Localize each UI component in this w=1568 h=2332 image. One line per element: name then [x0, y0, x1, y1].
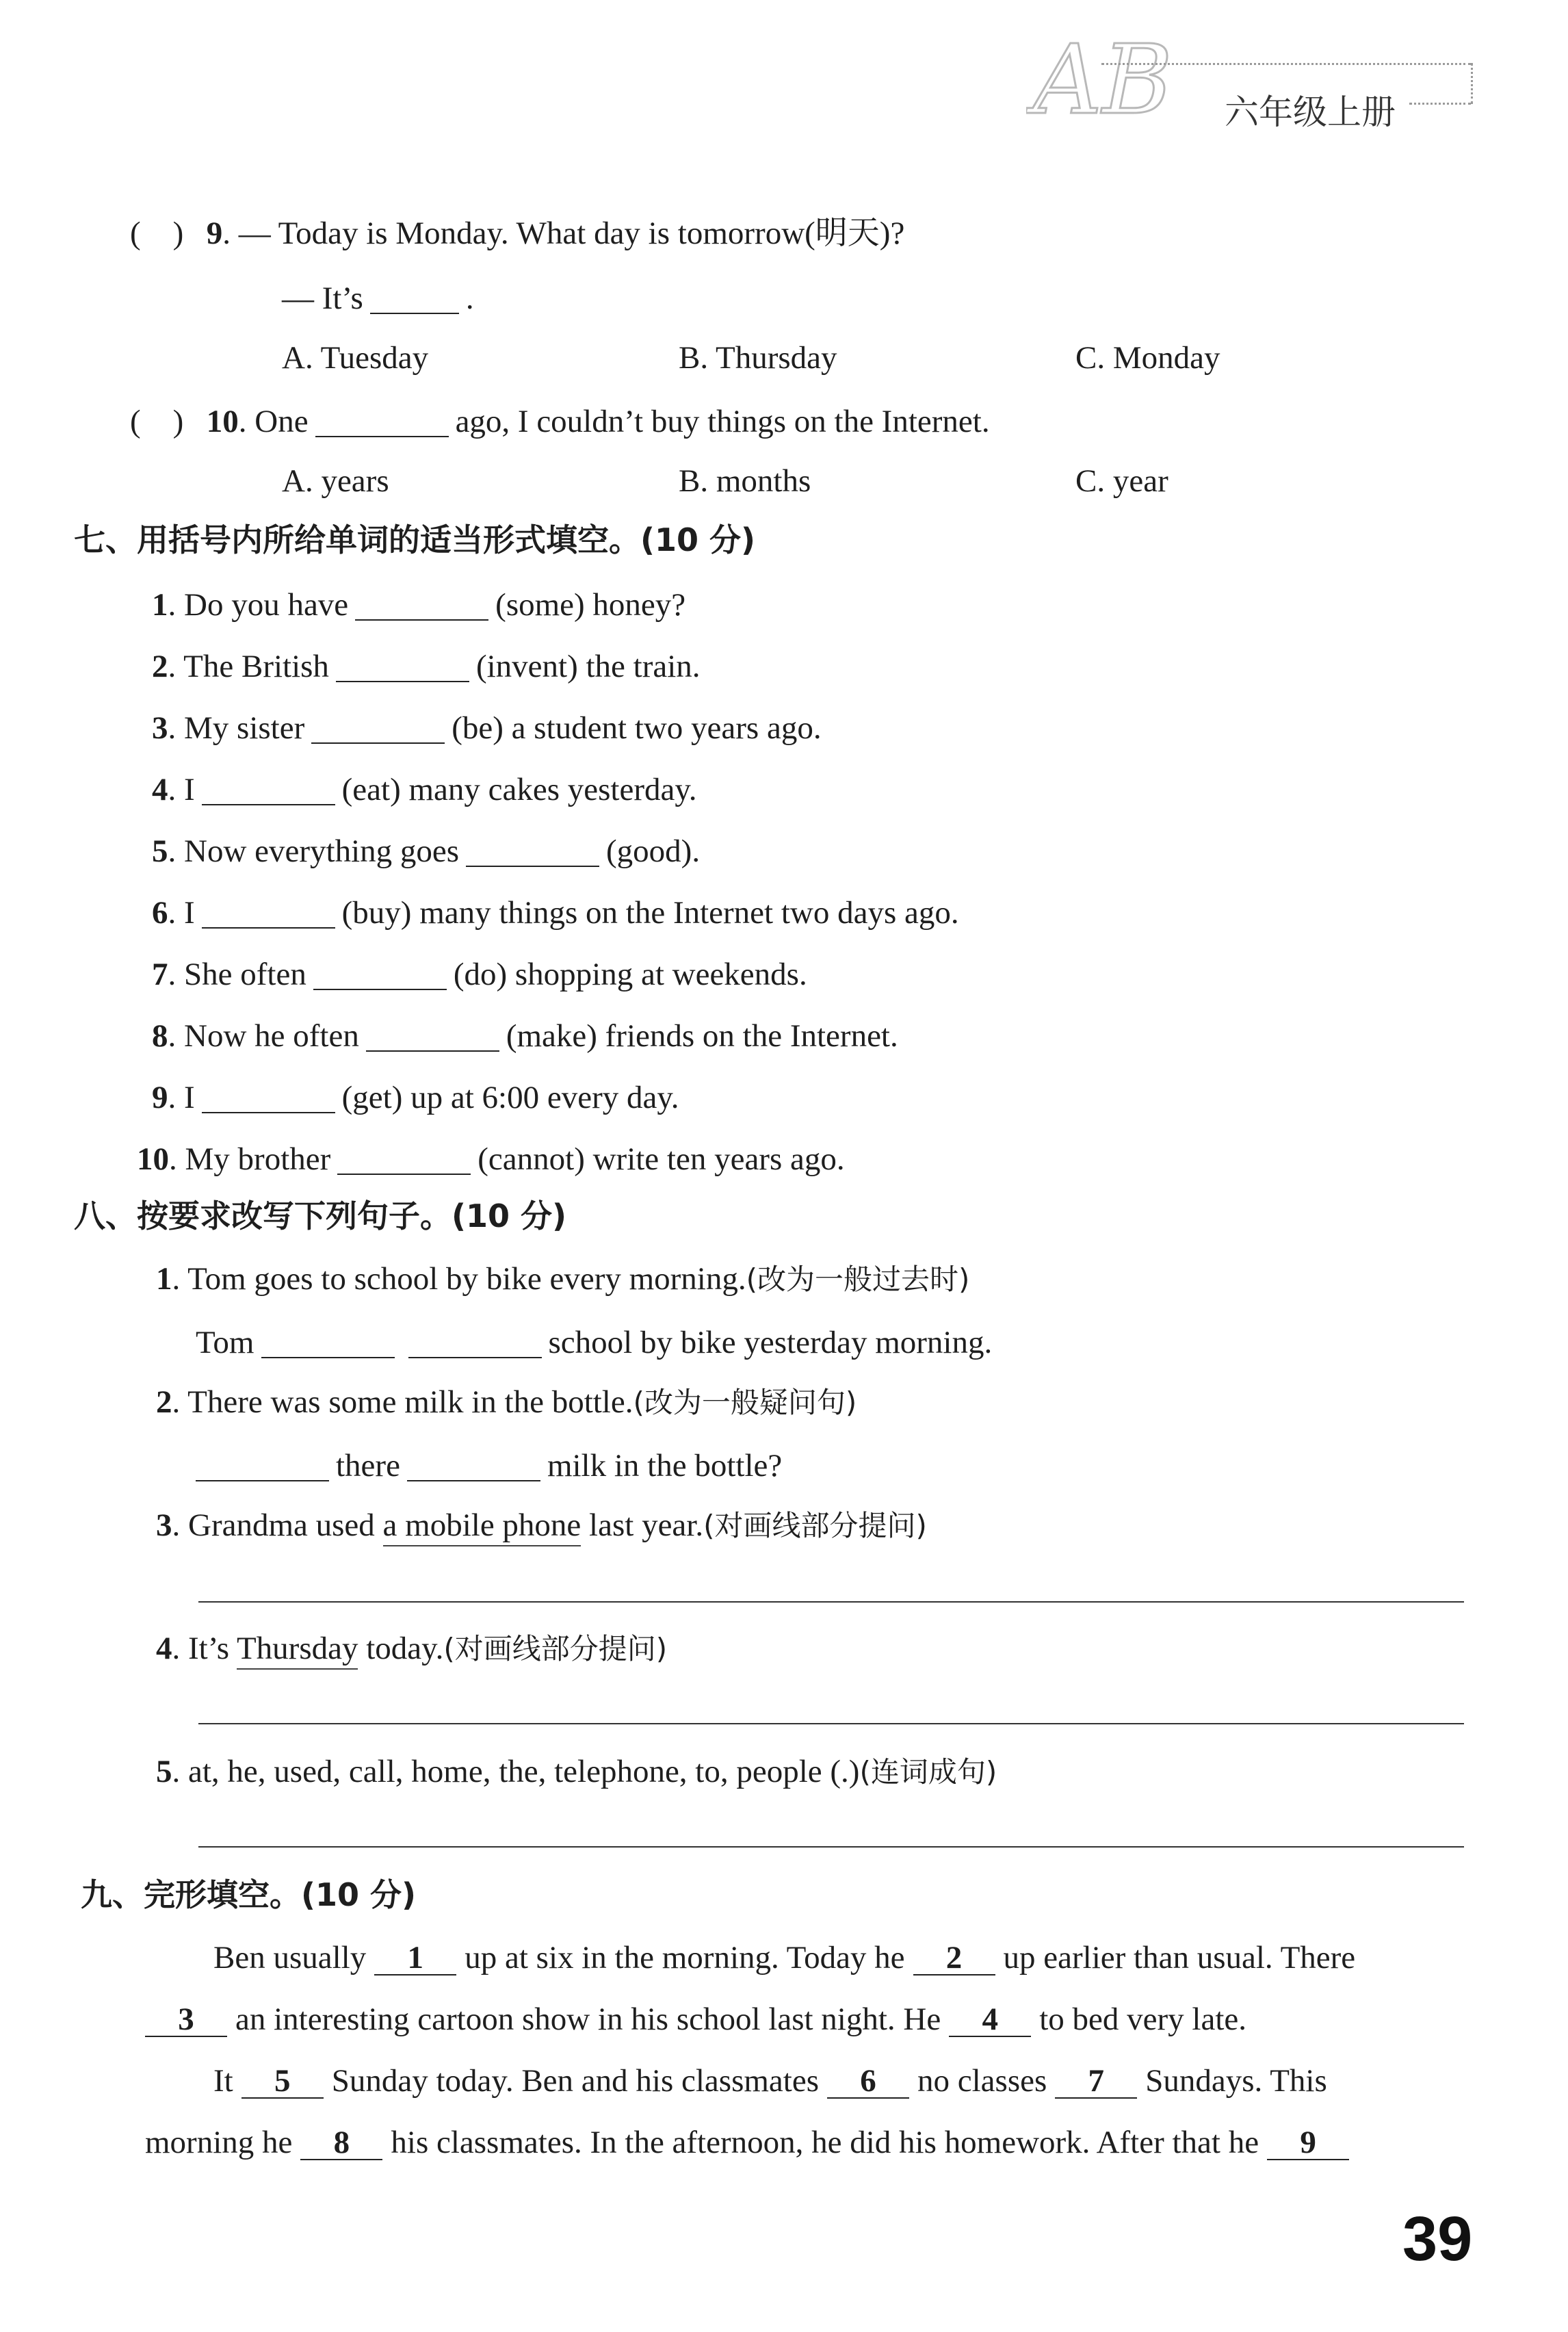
sec8-q2-answer — [189, 1448, 782, 1482]
ab-logo-icon — [1026, 27, 1204, 130]
fill-blank[interactable] — [261, 1325, 395, 1358]
item-text-end: today. — [366, 1631, 444, 1666]
question-10 — [130, 404, 990, 438]
answer-text-end: milk in the bottle? — [547, 1448, 783, 1484]
cloze-text: Ben usually — [213, 1940, 367, 1975]
item-text-end: (do) shopping at weekends. — [453, 957, 807, 992]
question-number: 10 — [206, 404, 239, 439]
fill-blank[interactable] — [336, 649, 469, 682]
answer-text: there — [336, 1448, 400, 1484]
item-text: . I — [168, 1080, 195, 1115]
cloze-text: up at six in the morning. Today he — [465, 1940, 905, 1975]
cloze-text: morning he — [145, 2125, 293, 2160]
cloze-blank[interactable]: 6 — [827, 2065, 909, 2099]
sec8-q4 — [156, 1633, 667, 1665]
fill-blank[interactable] — [408, 1325, 542, 1358]
option-c[interactable]: C. Monday — [1075, 340, 1220, 376]
cloze-blank[interactable]: 4 — [949, 2004, 1031, 2037]
fill-blank[interactable] — [466, 833, 599, 867]
item-text-end: last year. — [589, 1507, 704, 1543]
option-b[interactable]: B. Thursday — [679, 340, 837, 376]
answer-text: Tom — [196, 1325, 254, 1360]
option-c[interactable]: C. year — [1075, 463, 1168, 499]
sec7-item-7 — [152, 957, 807, 991]
cloze-line-2 — [137, 2001, 1247, 2037]
item-number: 8 — [152, 1018, 168, 1054]
item-text: . My sister — [168, 710, 305, 746]
instruction-hint: (连词成句) — [859, 1755, 997, 1789]
question-9 — [130, 218, 904, 250]
fill-blank[interactable] — [355, 587, 488, 621]
section-9-title: 九、完形填空。(10 分) — [81, 1876, 417, 1913]
cloze-text: to bed very late. — [1039, 2001, 1247, 2037]
item-text-end: (cannot) write ten years ago. — [478, 1141, 845, 1177]
fill-blank[interactable] — [311, 710, 445, 744]
sec8-q1-answer — [196, 1325, 992, 1359]
fill-blank[interactable] — [337, 1141, 471, 1175]
fill-blank[interactable] — [202, 772, 335, 805]
item-text: . I — [168, 895, 195, 931]
logo-letters: AB — [1033, 27, 1173, 130]
sec7-item-8 — [152, 1018, 898, 1052]
item-text-end: (make) friends on the Internet. — [506, 1018, 898, 1054]
option-a[interactable]: A. Tuesday — [282, 340, 429, 376]
cloze-text: up earlier than usual. There — [1003, 1940, 1356, 1975]
cloze-blank[interactable]: 3 — [145, 2004, 227, 2037]
sec8-q3 — [156, 1507, 927, 1543]
item-text-end: (good). — [606, 833, 701, 869]
item-number: 9 — [152, 1080, 168, 1115]
question-9-reply — [282, 281, 474, 315]
item-text: . Grandma used — [172, 1507, 375, 1543]
section-7-title: 七、用括号内所给单词的适当形式填空。(10 分) — [74, 521, 756, 558]
item-text-end: (invent) the train. — [475, 649, 701, 684]
cloze-blank[interactable]: 9 — [1267, 2127, 1349, 2160]
write-answer-line[interactable] — [198, 1601, 1464, 1603]
sec7-item-6 — [152, 895, 959, 929]
instruction-hint: (对画线部分提问) — [443, 1632, 668, 1666]
cloze-text: no classes — [917, 2063, 1047, 2099]
grade-label: 六年级上册 — [1225, 92, 1396, 132]
cloze-blank[interactable]: 1 — [374, 1942, 456, 1975]
item-number: 2 — [156, 1384, 172, 1420]
question-number: 9 — [206, 216, 223, 251]
item-text: . My brother — [169, 1141, 331, 1177]
item-text: . Now he often — [168, 1018, 359, 1054]
item-number: 1 — [156, 1261, 172, 1297]
question-text-end: ago, I couldn’t buy things on the Internet. — [455, 404, 990, 439]
item-text: . There was some milk in the bottle. — [172, 1384, 633, 1420]
underlined-phrase: Thursday — [237, 1631, 358, 1670]
item-number: 5 — [156, 1754, 172, 1789]
fill-blank[interactable] — [202, 1080, 335, 1113]
item-text: . It’s — [172, 1631, 230, 1666]
fill-blank[interactable] — [407, 1448, 540, 1481]
option-b[interactable]: B. months — [679, 463, 811, 499]
item-text: . The British — [168, 649, 329, 684]
instruction-hint: (对画线部分提问) — [703, 1509, 927, 1542]
header-rule — [1101, 63, 1471, 65]
answer-paren[interactable]: ( ) — [130, 404, 184, 439]
item-number: 1 — [152, 587, 168, 623]
page-number: 39 — [1402, 2204, 1473, 2274]
cloze-text: his classmates. In the afternoon, he did his homework. After that he — [391, 2125, 1259, 2160]
write-answer-line[interactable] — [198, 1723, 1464, 1724]
write-answer-line[interactable] — [198, 1846, 1464, 1848]
item-number: 4 — [152, 772, 168, 807]
cloze-blank[interactable]: 8 — [300, 2127, 382, 2160]
sec8-q5 — [156, 1756, 997, 1788]
fill-blank[interactable] — [315, 404, 449, 437]
item-text-end: (get) up at 6:00 every day. — [341, 1080, 679, 1115]
fill-blank[interactable] — [370, 281, 459, 314]
cloze-line-4 — [145, 2127, 1357, 2160]
question-text: . One — [238, 404, 309, 439]
question-prompt: . — Today is Monday. What day is tomorrow(明天)? — [222, 216, 905, 251]
sec7-item-9 — [152, 1080, 679, 1114]
sec7-item-4 — [152, 772, 697, 806]
fill-blank[interactable] — [366, 1018, 499, 1052]
cloze-text: Sunday today. Ben and his classmates — [331, 2063, 819, 2099]
fill-blank[interactable] — [313, 957, 447, 990]
cloze-text: It — [213, 2063, 233, 2099]
item-number: 5 — [152, 833, 168, 869]
cloze-text: an interesting cartoon show in his school last night. He — [235, 2001, 941, 2037]
option-a[interactable]: A. years — [282, 463, 389, 499]
header-rule-vertical — [1471, 63, 1473, 104]
item-number: 4 — [156, 1631, 172, 1666]
sec8-q1 — [156, 1263, 969, 1295]
sec7-item-2 — [152, 649, 701, 683]
fill-blank[interactable] — [202, 895, 335, 929]
item-number: 10 — [137, 1141, 169, 1177]
section-8-title: 八、按要求改写下列句子。(10 分) — [74, 1197, 567, 1234]
item-number: 3 — [156, 1507, 172, 1543]
item-text: . I — [168, 772, 195, 807]
item-number: 3 — [152, 710, 168, 746]
answer-text-end: school by bike yesterday morning. — [548, 1325, 993, 1360]
sec7-item-10 — [137, 1141, 845, 1176]
cloze-blank[interactable]: 2 — [913, 1942, 995, 1975]
reply-text: — It’s — [282, 281, 363, 316]
item-number: 2 — [152, 649, 168, 684]
item-text-end: (some) honey? — [495, 587, 686, 623]
cloze-text: Sundays. This — [1145, 2063, 1327, 2099]
item-text-end: (buy) many things on the Internet two days ago. — [341, 895, 959, 931]
cloze-blank[interactable]: 7 — [1055, 2065, 1137, 2099]
item-number: 6 — [152, 895, 168, 931]
item-text: . Do you have — [168, 587, 349, 623]
header-rule-lower — [1409, 103, 1471, 105]
item-text-end: (be) a student two years ago. — [452, 710, 822, 746]
instruction-hint: (改为一般疑问句) — [633, 1386, 857, 1419]
instruction-hint: (改为一般过去时) — [746, 1262, 970, 1296]
item-text: . She often — [168, 957, 306, 992]
answer-paren[interactable]: ( ) — [130, 216, 184, 251]
sec7-item-5 — [152, 833, 700, 868]
sec8-q2 — [156, 1386, 857, 1418]
item-text: . Now everything goes — [168, 833, 460, 869]
underlined-phrase: a mobile phone — [383, 1507, 582, 1546]
sec7-item-1 — [152, 587, 685, 621]
item-text-end: (eat) many cakes yesterday. — [341, 772, 697, 807]
cloze-line-3 — [213, 2065, 1327, 2099]
cloze-blank[interactable]: 5 — [241, 2065, 324, 2099]
item-number: 7 — [152, 957, 168, 992]
reply-end: . — [465, 281, 474, 316]
fill-blank[interactable] — [196, 1448, 329, 1481]
item-text: . Tom goes to school by bike every morning. — [172, 1261, 746, 1297]
sec7-item-3 — [152, 710, 822, 744]
cloze-line-1 — [213, 1942, 1355, 1975]
item-text: . at, he, used, call, home, the, telephone, to, people (.) — [172, 1754, 860, 1789]
